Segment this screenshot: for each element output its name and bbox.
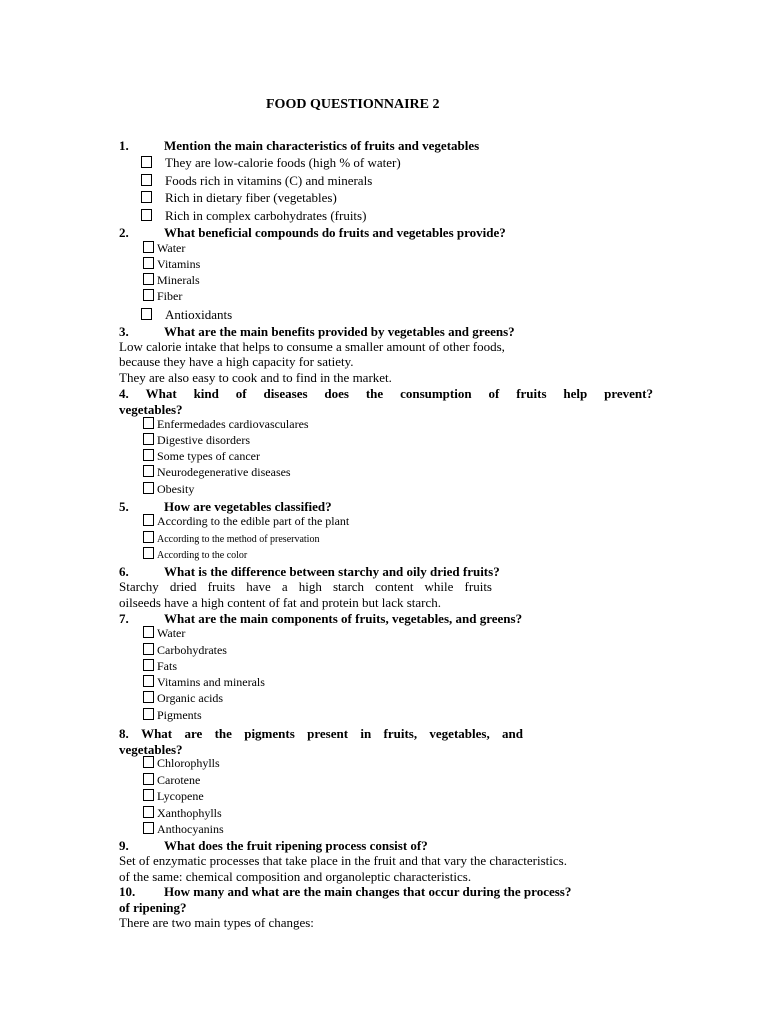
list-item: Vitamins and minerals: [143, 675, 265, 690]
checkbox-icon: [143, 449, 154, 461]
question-text: How many and what are the main changes that occur during the process?: [164, 884, 572, 899]
checkbox-icon: [141, 308, 152, 320]
question-text: What are the main components of fruits, vegetables, and greens?: [164, 611, 523, 626]
checkbox-icon: [143, 643, 154, 655]
checkbox-icon: [143, 465, 154, 477]
list-item: Lycopene: [143, 789, 204, 804]
list-item: Water: [143, 626, 185, 641]
list-item: According to the edible part of the plant: [143, 514, 349, 529]
checkbox-icon: [143, 626, 154, 638]
question-number: 1.: [119, 138, 129, 153]
checkbox-icon: [141, 156, 152, 168]
checkbox-icon: [143, 257, 154, 269]
checkbox-icon: [143, 708, 154, 720]
list-item: Chlorophylls: [143, 756, 220, 771]
checkbox-icon: [143, 433, 154, 445]
list-item: Some types of cancer: [143, 449, 260, 464]
list-item: Rich in dietary fiber (vegetables): [141, 190, 152, 206]
checkbox-icon: [143, 659, 154, 671]
checkbox-icon: [141, 209, 152, 221]
list-item: According to the method of preservation: [143, 531, 319, 546]
question-number: 6.: [119, 564, 129, 579]
list-item: Foods rich in vitamins (C) and minerals: [141, 173, 152, 189]
document-title: FOOD QUESTIONNAIRE 2: [266, 97, 440, 112]
list-item: Rich in complex carbohydrates (fruits): [141, 208, 152, 224]
checkbox-icon: [143, 482, 154, 494]
list-item: Neurodegenerative diseases: [143, 465, 291, 480]
question-number: 2.: [119, 225, 129, 240]
answer-line: because they have a high capacity for satiety.: [119, 354, 354, 369]
list-item: They are low-calorie foods (high % of water): [141, 155, 152, 171]
checkbox-icon: [143, 806, 154, 818]
list-item: Fiber: [143, 289, 182, 304]
list-item: According to the color: [143, 547, 247, 562]
list-item: Digestive disorders: [143, 433, 250, 448]
question-number: 3.: [119, 324, 129, 339]
checkbox-icon: [143, 756, 154, 768]
list-item: Xanthophylls: [143, 806, 222, 821]
list-item: Carbohydrates: [143, 643, 227, 658]
checkbox-icon: [143, 289, 154, 301]
answer-line: Low calorie intake that helps to consume a smaller amount of other foods,: [119, 339, 505, 354]
question-text: What beneficial compounds do fruits and vegetables provide?: [164, 225, 506, 240]
checkbox-icon: [143, 822, 154, 834]
question-number: 5.: [119, 499, 129, 514]
checkbox-icon: [143, 547, 154, 559]
list-item: Vitamins: [143, 257, 200, 272]
answer-line: They are also easy to cook and to find in the market.: [119, 370, 392, 385]
list-item: Obesity: [143, 482, 194, 497]
question-text: 8. What are the pigments present in fruits, vegetables, and: [119, 726, 523, 741]
list-item: Enfermedades cardiovasculares: [143, 417, 309, 432]
checkbox-icon: [143, 675, 154, 687]
question-text: What are the main benefits provided by vegetables and greens?: [164, 324, 515, 339]
checkbox-icon: [141, 174, 152, 186]
question-text-continued: vegetables?: [119, 742, 183, 757]
answer-line: Starchy dried fruits have a high starch content while fruits: [119, 579, 492, 594]
question-text: What is the difference between starchy and oily dried fruits?: [164, 564, 500, 579]
answer-line: of the same: chemical composition and organoleptic characteristics.: [119, 869, 472, 884]
checkbox-icon: [143, 773, 154, 785]
answer-line: There are two main types of changes:: [119, 915, 314, 930]
checkbox-icon: [143, 241, 154, 253]
question-text: 4. What kind of diseases does the consumption of fruits help prevent?: [119, 386, 653, 401]
checkbox-icon: [143, 273, 154, 285]
list-item: Antioxidants: [141, 307, 152, 323]
list-item: Fats: [143, 659, 177, 674]
checkbox-icon: [141, 191, 152, 203]
question-text: How are vegetables classified?: [164, 499, 332, 514]
list-item: Minerals: [143, 273, 200, 288]
checkbox-icon: [143, 691, 154, 703]
question-4: [119, 386, 653, 418]
question-8: [119, 726, 523, 758]
list-item: Pigments: [143, 708, 202, 723]
question-number: 9.: [119, 838, 129, 853]
checkbox-icon: [143, 789, 154, 801]
question-number: 10.: [119, 884, 136, 899]
question-text-continued: of ripening?: [119, 900, 187, 915]
checkbox-icon: [143, 514, 154, 526]
checkbox-icon: [143, 531, 154, 543]
question-number: 7.: [119, 611, 129, 626]
list-item: Organic acids: [143, 691, 223, 706]
list-item: Carotene: [143, 773, 200, 788]
question-text-continued: vegetables?: [119, 402, 183, 417]
answer-line: Set of enzymatic processes that take place in the fruit and that vary the characteristics.: [119, 853, 567, 868]
list-item: Water: [143, 241, 185, 256]
question-text: Mention the main characteristics of fruits and vegetables: [164, 138, 480, 153]
question-text: What does the fruit ripening process consist of?: [164, 838, 428, 853]
list-item: Anthocyanins: [143, 822, 224, 837]
answer-line: oilseeds have a high content of fat and protein but lack starch.: [119, 595, 442, 610]
checkbox-icon: [143, 417, 154, 429]
